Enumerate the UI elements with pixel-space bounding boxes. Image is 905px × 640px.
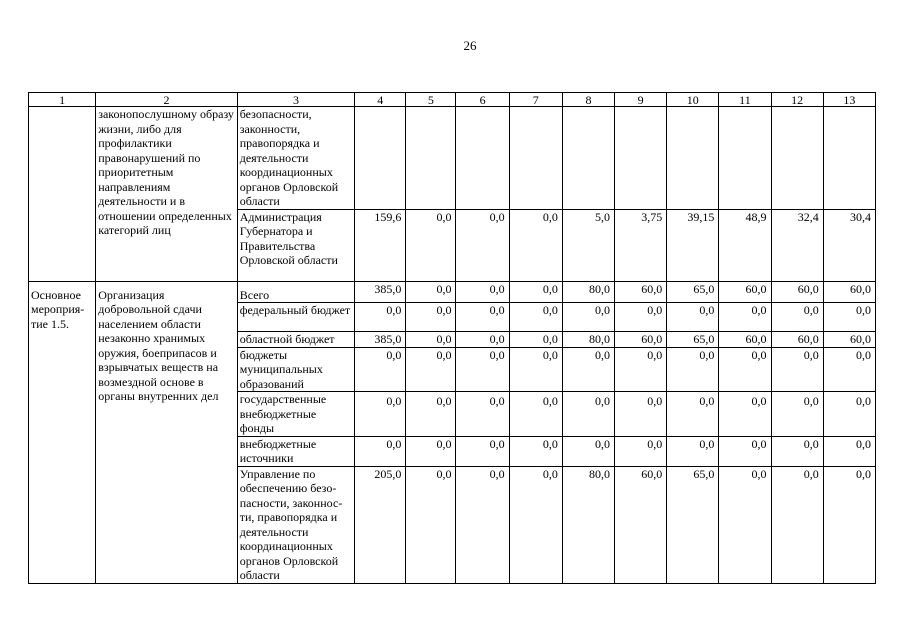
- value-cell: 0,0: [615, 347, 667, 392]
- budget-table: [28, 92, 876, 584]
- value-cell: 60,0: [615, 466, 667, 583]
- table-row: [29, 281, 876, 303]
- value-cell: 0,0: [771, 303, 823, 332]
- value-cell: 0,0: [509, 332, 562, 348]
- value-cell: 0,0: [406, 436, 456, 466]
- value-cell: 0,0: [667, 392, 719, 437]
- value-cell: 0,0: [509, 392, 562, 437]
- value-cell: 32,4: [771, 209, 823, 281]
- value-cell: 0,0: [719, 466, 771, 583]
- header-cell: 6: [456, 93, 509, 107]
- value-cell: 30,4: [823, 209, 875, 281]
- value-cell: 60,0: [615, 281, 667, 303]
- value-cell: 0,0: [823, 436, 875, 466]
- value-cell: 205,0: [355, 466, 406, 583]
- executor-cell: Администрация Губернатора и Правительства Орловской области: [237, 209, 354, 281]
- value-cell: [823, 107, 875, 210]
- header-cell: 13: [823, 93, 875, 107]
- value-cell: 0,0: [456, 436, 509, 466]
- value-cell: 0,0: [456, 392, 509, 437]
- value-cell: 0,0: [406, 466, 456, 583]
- funding-source: государственные внебюджетные фонды: [237, 392, 354, 437]
- executor-cell: безопасности, законности, правопорядка и деятельности координационных органов Орловской области: [237, 107, 354, 210]
- value-cell: 0,0: [355, 436, 406, 466]
- funding-source: внебюджетные источники: [237, 436, 354, 466]
- value-cell: 39,15: [667, 209, 719, 281]
- value-cell: 0,0: [456, 466, 509, 583]
- header-cell: 12: [771, 93, 823, 107]
- value-cell: 0,0: [456, 332, 509, 348]
- value-cell: 0,0: [406, 332, 456, 348]
- value-cell: 80,0: [562, 332, 614, 348]
- executor-cell: Управление по обеспечению безо-пасности, законнос-ти, правопорядка и деятельности координационных органов Орловской области: [237, 466, 354, 583]
- value-cell: 80,0: [562, 466, 614, 583]
- value-cell: 385,0: [355, 332, 406, 348]
- value-cell: 0,0: [406, 347, 456, 392]
- value-cell: [406, 107, 456, 210]
- value-cell: 0,0: [509, 466, 562, 583]
- event-cell: [29, 107, 96, 282]
- value-cell: 48,9: [719, 209, 771, 281]
- value-cell: 0,0: [509, 436, 562, 466]
- value-cell: 0,0: [667, 436, 719, 466]
- header-cell: 2: [96, 93, 238, 107]
- value-cell: 0,0: [562, 347, 614, 392]
- value-cell: 0,0: [562, 392, 614, 437]
- header-cell: 8: [562, 93, 614, 107]
- value-cell: [562, 107, 614, 210]
- value-cell: 0,0: [615, 392, 667, 437]
- value-cell: 0,0: [771, 347, 823, 392]
- value-cell: [771, 107, 823, 210]
- value-cell: 0,0: [771, 466, 823, 583]
- value-cell: 0,0: [456, 209, 509, 281]
- value-cell: 0,0: [719, 303, 771, 332]
- value-cell: 0,0: [456, 281, 509, 303]
- funding-source: федеральный бюджет: [237, 303, 354, 332]
- value-cell: 0,0: [406, 281, 456, 303]
- value-cell: 60,0: [615, 332, 667, 348]
- value-cell: 0,0: [667, 303, 719, 332]
- value-cell: 0,0: [719, 392, 771, 437]
- event-description: законопослушному образу жизни, либо для профилактики правонарушений по приоритетным направлениям деятельности и в отношении определенных категорий лиц: [96, 107, 238, 282]
- value-cell: 60,0: [823, 332, 875, 348]
- value-cell: 0,0: [719, 436, 771, 466]
- value-cell: 0,0: [562, 436, 614, 466]
- value-cell: 0,0: [771, 392, 823, 437]
- value-cell: 0,0: [456, 347, 509, 392]
- header-cell: 3: [237, 93, 354, 107]
- value-cell: 60,0: [771, 281, 823, 303]
- header-row: [29, 93, 876, 107]
- value-cell: 80,0: [562, 281, 614, 303]
- funding-source: областной бюджет: [237, 332, 354, 348]
- value-cell: 0,0: [823, 303, 875, 332]
- value-cell: 0,0: [509, 209, 562, 281]
- value-cell: 0,0: [509, 347, 562, 392]
- event-description: Организация добровольной сдачи населением области незаконно хранимых оружия, боеприпасов и взрывчатых веществ на возмездной основе в органы внутренних дел: [96, 281, 238, 583]
- header-cell: 9: [615, 93, 667, 107]
- value-cell: 60,0: [719, 281, 771, 303]
- value-cell: 0,0: [509, 303, 562, 332]
- value-cell: 0,0: [355, 392, 406, 437]
- header-cell: 1: [29, 93, 96, 107]
- page-number: 26: [463, 38, 477, 53]
- header-cell: 5: [406, 93, 456, 107]
- value-cell: [615, 107, 667, 210]
- value-cell: 0,0: [406, 392, 456, 437]
- value-cell: 60,0: [771, 332, 823, 348]
- value-cell: 0,0: [509, 281, 562, 303]
- value-cell: 0,0: [823, 466, 875, 583]
- table-row: [29, 107, 876, 210]
- value-cell: 0,0: [406, 209, 456, 281]
- value-cell: 0,0: [355, 347, 406, 392]
- value-cell: 0,0: [406, 303, 456, 332]
- header-cell: 7: [509, 93, 562, 107]
- header-cell: 10: [667, 93, 719, 107]
- value-cell: 0,0: [667, 347, 719, 392]
- value-cell: [456, 107, 509, 210]
- value-cell: 0,0: [355, 303, 406, 332]
- value-cell: 0,0: [823, 392, 875, 437]
- value-cell: 60,0: [719, 332, 771, 348]
- value-cell: 65,0: [667, 281, 719, 303]
- value-cell: 385,0: [355, 281, 406, 303]
- value-cell: 60,0: [823, 281, 875, 303]
- value-cell: 0,0: [562, 303, 614, 332]
- value-cell: 0,0: [719, 347, 771, 392]
- value-cell: 3,75: [615, 209, 667, 281]
- funding-source: бюджеты муниципальных образований: [237, 347, 354, 392]
- value-cell: [355, 107, 406, 210]
- value-cell: [667, 107, 719, 210]
- value-cell: 5,0: [562, 209, 614, 281]
- value-cell: 65,0: [667, 332, 719, 348]
- value-cell: 0,0: [615, 436, 667, 466]
- value-cell: 65,0: [667, 466, 719, 583]
- value-cell: 0,0: [456, 303, 509, 332]
- value-cell: 159,6: [355, 209, 406, 281]
- value-cell: 0,0: [615, 303, 667, 332]
- value-cell: 0,0: [771, 436, 823, 466]
- value-cell: [509, 107, 562, 210]
- value-cell: [719, 107, 771, 210]
- funding-source: Всего: [237, 281, 354, 303]
- value-cell: 0,0: [823, 347, 875, 392]
- header-cell: 11: [719, 93, 771, 107]
- header-cell: 4: [355, 93, 406, 107]
- event-number: Основное мероприя-тие 1.5.: [29, 281, 96, 583]
